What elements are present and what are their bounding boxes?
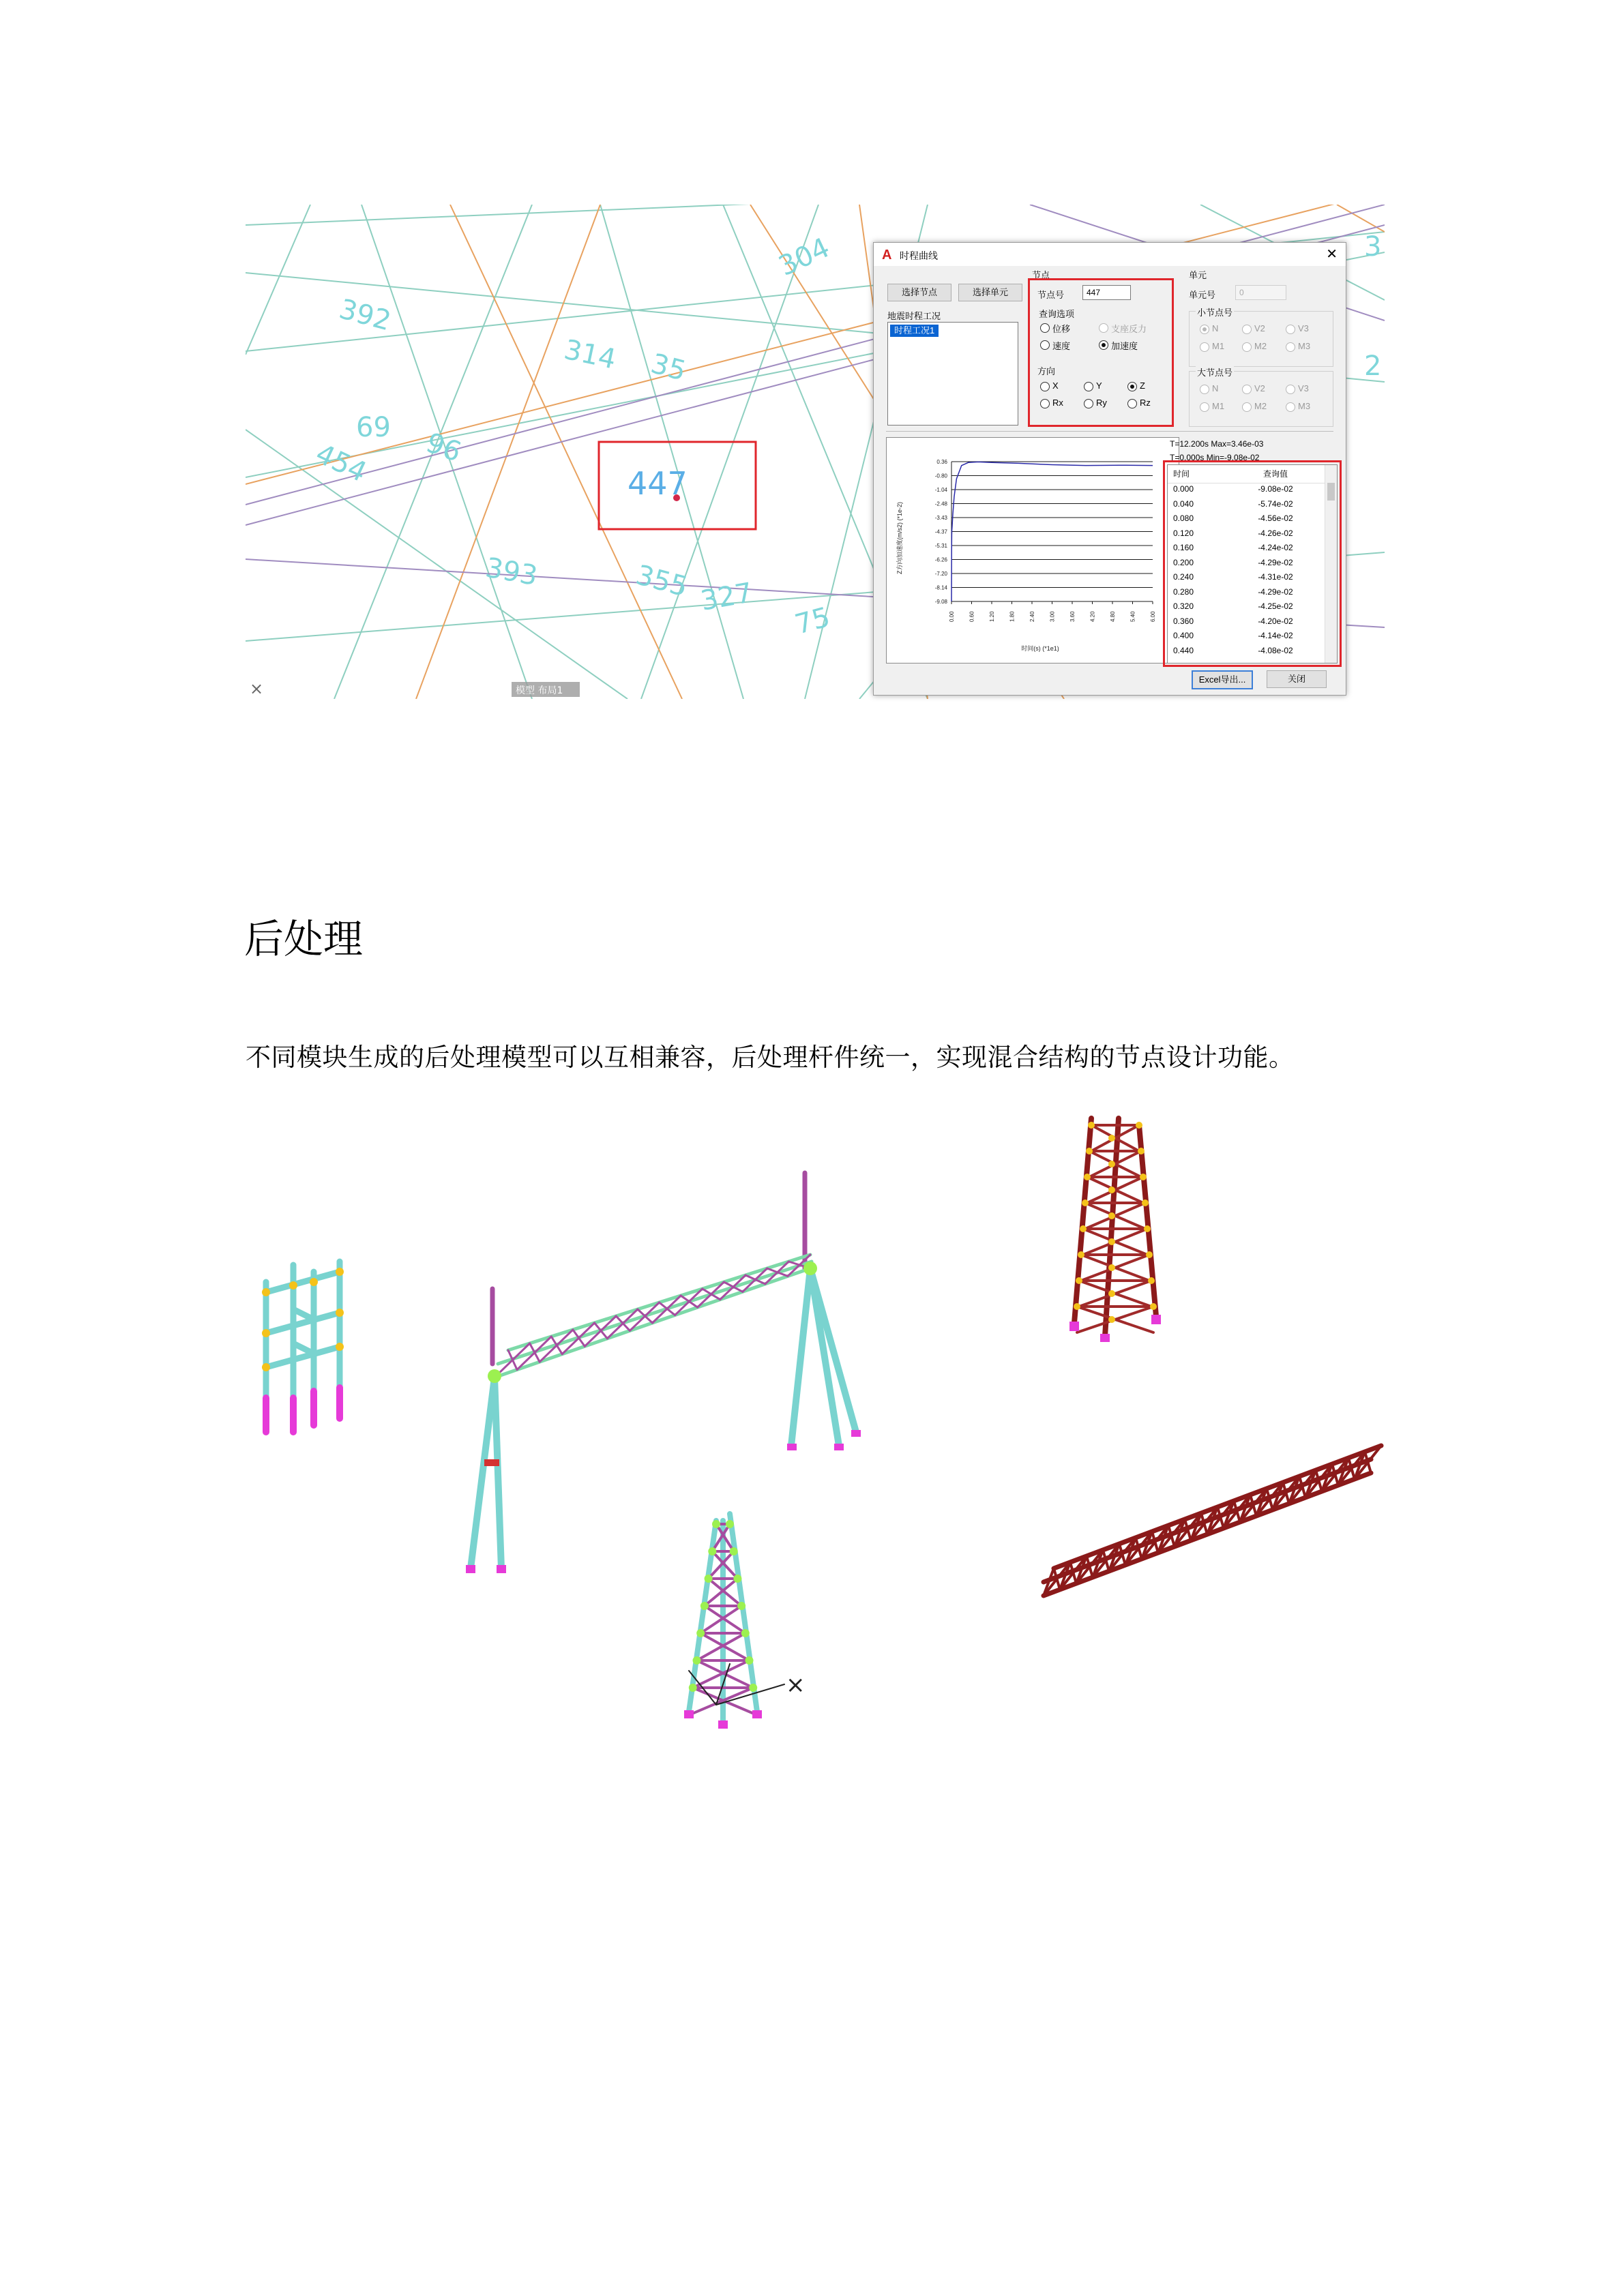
large-node-label: 大节点号	[1196, 366, 1234, 378]
y-tick-label: -1.04	[934, 487, 947, 493]
acceleration-label: 加速度	[1111, 341, 1138, 351]
radio-large-m3[interactable]	[1286, 402, 1295, 412]
large-v2-label: V2	[1254, 383, 1265, 393]
y-tick-label: -8.14	[934, 584, 947, 591]
table-row[interactable]	[1168, 631, 1325, 646]
radio-acceleration[interactable]	[1099, 340, 1108, 350]
dir-ry-label: Ry	[1096, 398, 1107, 408]
stat-max: T=12.200s Max=3.46e-03	[1170, 439, 1264, 449]
model-tower-dark	[1069, 1118, 1161, 1342]
case-list-item[interactable]: 时程工况1	[890, 325, 939, 337]
dialog-titlebar	[874, 243, 1346, 266]
time-cell: 0.240	[1173, 572, 1194, 582]
large-m3-label: M3	[1298, 401, 1311, 411]
x-tick-label: 0.00	[949, 611, 955, 622]
value-cell: -4.31e-02	[1258, 572, 1293, 582]
ucs-axis-icon: ×	[786, 1671, 806, 1699]
value-cell: -4.26e-02	[1258, 528, 1293, 538]
node-447-label: 447	[628, 465, 688, 502]
value-cell: -4.29e-02	[1258, 586, 1293, 597]
x-tick-label: 1.80	[1009, 611, 1016, 622]
time-cell: 0.080	[1173, 513, 1194, 523]
x-tick-label: 1.20	[989, 611, 995, 622]
dir-y-label: Y	[1096, 381, 1102, 391]
cad-label: 3	[1364, 231, 1382, 263]
dir-x-label: X	[1052, 381, 1059, 391]
table-row[interactable]	[1168, 558, 1325, 573]
cad-status-text: 模型 布局1	[516, 685, 563, 696]
direction-label: 方向	[1037, 366, 1056, 376]
dir-rz-label: Rz	[1140, 398, 1151, 408]
large-v3-label: V3	[1298, 383, 1309, 393]
model-frame-small	[262, 1262, 344, 1432]
dir-z-label: Z	[1140, 381, 1145, 391]
large-n-label: N	[1212, 383, 1219, 393]
section-paragraph: 不同模块生成的后处理模型可以互相兼容，后处理杆件统一，实现混合结构的节点设计功能。	[246, 1043, 1295, 1072]
table-row[interactable]	[1168, 543, 1325, 558]
radio-displacement[interactable]	[1040, 323, 1050, 333]
small-m3-label: M3	[1298, 341, 1311, 351]
small-node-label: 小节点号	[1196, 305, 1234, 318]
y-tick-label: -6.26	[934, 556, 947, 563]
radio-small-m2[interactable]	[1242, 342, 1252, 352]
table-header	[1168, 468, 1325, 483]
small-m1-label: M1	[1212, 341, 1225, 351]
cad-label: 304	[773, 232, 835, 283]
value-cell: -5.74e-02	[1258, 498, 1293, 509]
model-tower-mid	[684, 1514, 806, 1729]
time-history-dialog	[873, 242, 1346, 696]
cad-label: 75	[791, 601, 833, 641]
table-row[interactable]	[1168, 484, 1325, 499]
time-history-chart	[886, 437, 1179, 664]
y-tick-label: -2.48	[934, 501, 947, 507]
table-scrollbar[interactable]	[1325, 465, 1337, 663]
radio-large-m1[interactable]	[1200, 402, 1209, 412]
value-cell: -4.29e-02	[1258, 557, 1293, 567]
dir-rx-label: Rx	[1052, 398, 1063, 408]
close-icon[interactable]: ✕	[1326, 247, 1338, 262]
y-tick-label: -9.08	[934, 599, 947, 605]
x-tick-label: 4.20	[1089, 611, 1096, 622]
table-row[interactable]	[1168, 513, 1325, 528]
value-cell: -9.08e-02	[1258, 484, 1293, 494]
element-group-label: 单元	[1189, 270, 1207, 280]
node-number-label: 节点号	[1037, 290, 1065, 300]
radio-large-m2[interactable]	[1242, 402, 1252, 412]
y-axis-label: Z方向加速度(m/s2) (*1e-2)	[896, 501, 903, 574]
radio-dir-z[interactable]	[1127, 382, 1137, 391]
x-tick-label: 3.00	[1049, 611, 1056, 622]
large-m1-label: M1	[1212, 401, 1225, 411]
x-tick-label: 5.40	[1130, 611, 1136, 622]
y-tick-label: -0.80	[934, 473, 947, 479]
x-axis-label: 时间(s) (*1e1)	[1021, 645, 1059, 652]
radio-large-v3[interactable]	[1286, 385, 1295, 394]
radio-large-v2[interactable]	[1242, 385, 1252, 394]
radio-large-n[interactable]	[1200, 385, 1209, 394]
radio-small-v2[interactable]	[1242, 325, 1252, 334]
col-time-header: 时间	[1173, 469, 1190, 479]
radio-small-v3[interactable]	[1286, 325, 1295, 334]
radio-dir-rz[interactable]	[1127, 399, 1137, 408]
cad-label: 35	[647, 348, 690, 387]
value-cell: -4.56e-02	[1258, 513, 1293, 523]
radio-velocity[interactable]	[1040, 340, 1050, 350]
x-tick-label: 4.80	[1110, 611, 1116, 622]
col-value-header: 查询值	[1263, 469, 1288, 479]
radio-dir-x[interactable]	[1040, 382, 1050, 391]
velocity-label: 速度	[1052, 341, 1071, 351]
divider	[886, 431, 1333, 432]
cad-label: 314	[561, 333, 619, 376]
query-options-label: 查询选项	[1039, 309, 1075, 319]
element-number-field[interactable]: 0	[1235, 285, 1286, 300]
y-tick-label: -3.43	[934, 515, 947, 521]
y-tick-label: -7.20	[934, 571, 947, 577]
small-n-label: N	[1212, 323, 1219, 333]
cad-label: 69	[356, 412, 391, 443]
radio-dir-y[interactable]	[1084, 382, 1093, 391]
cad-label: 327	[698, 577, 755, 617]
app-logo-icon: A	[882, 248, 892, 263]
table-row[interactable]	[1168, 646, 1325, 661]
small-node-group	[1189, 311, 1333, 367]
x-tick-label: 2.40	[1029, 611, 1035, 622]
model-long-truss	[1044, 1446, 1381, 1596]
value-cell: -4.14e-02	[1258, 631, 1293, 640]
value-cell: -4.24e-02	[1258, 543, 1293, 552]
table-row[interactable]	[1168, 572, 1325, 587]
table-row[interactable]	[1168, 499, 1325, 514]
node-group-label: 节点	[1032, 270, 1050, 280]
y-tick-label: 0.36	[936, 459, 947, 465]
stat-min: T=0.000s Min=-9.08e-02	[1170, 453, 1260, 462]
value-cell: -4.08e-02	[1258, 645, 1293, 655]
y-tick-label: -4.37	[934, 528, 947, 535]
large-node-group	[1189, 371, 1333, 427]
radio-small-m3[interactable]	[1286, 342, 1295, 352]
value-cell: -4.25e-02	[1258, 601, 1293, 611]
time-cell: 0.160	[1173, 543, 1194, 552]
table-row[interactable]	[1168, 616, 1325, 631]
case-list[interactable]	[887, 322, 1018, 426]
cad-label: 355	[632, 559, 692, 603]
dialog-title: 时程曲线	[900, 250, 938, 261]
cad-axis-icon: ×	[250, 679, 264, 698]
select-node-button[interactable]: 选择节点	[887, 284, 951, 301]
table-row[interactable]	[1168, 601, 1325, 616]
select-element-button[interactable]: 选择单元	[958, 284, 1022, 301]
close-button[interactable]: 关闭	[1267, 670, 1327, 688]
time-cell: 0.040	[1173, 498, 1194, 509]
cad-label: 96	[422, 427, 466, 468]
x-tick-label: 0.60	[969, 611, 975, 622]
x-tick-label: 3.60	[1069, 611, 1076, 622]
time-cell: 0.000	[1173, 484, 1194, 494]
displacement-label: 位移	[1052, 324, 1071, 334]
x-tick-label: 6.00	[1150, 611, 1156, 622]
structure-models	[239, 1105, 1391, 1787]
support-reaction-label: 支座反力	[1111, 324, 1147, 334]
radio-dir-ry[interactable]	[1084, 399, 1093, 408]
value-cell: -4.20e-02	[1258, 616, 1293, 626]
large-m2-label: M2	[1254, 401, 1267, 411]
time-cell: 0.200	[1173, 557, 1194, 567]
radio-support-reaction[interactable]	[1099, 323, 1108, 333]
excel-export-button[interactable]: Excel导出...	[1192, 670, 1253, 689]
node-number-field[interactable]: 447	[1082, 285, 1131, 300]
time-cell: 0.440	[1173, 645, 1194, 655]
y-tick-label: -5.31	[934, 543, 947, 549]
radio-small-m1[interactable]	[1200, 342, 1209, 352]
cad-label: 454	[310, 438, 372, 489]
cad-label: 393	[483, 552, 540, 593]
model-portal-truss	[466, 1173, 861, 1573]
section-heading: 后处理	[244, 916, 364, 962]
case-list-label: 地震时程工况	[887, 311, 941, 321]
radio-small-n[interactable]	[1200, 325, 1209, 334]
table-row[interactable]	[1168, 587, 1325, 602]
cad-label: 392	[336, 293, 395, 338]
small-v3-label: V3	[1298, 323, 1309, 333]
time-cell: 0.360	[1173, 616, 1194, 626]
cad-label: 2	[1364, 351, 1382, 382]
table-row[interactable]	[1168, 528, 1325, 543]
radio-dir-rx[interactable]	[1040, 399, 1050, 408]
time-cell: 0.280	[1173, 586, 1194, 597]
time-cell: 0.320	[1173, 601, 1194, 611]
result-table[interactable]	[1167, 464, 1338, 664]
time-cell: 0.120	[1173, 528, 1194, 538]
small-v2-label: V2	[1254, 323, 1265, 333]
element-number-label: 单元号	[1189, 290, 1216, 300]
small-m2-label: M2	[1254, 341, 1267, 351]
time-cell: 0.400	[1173, 631, 1194, 640]
